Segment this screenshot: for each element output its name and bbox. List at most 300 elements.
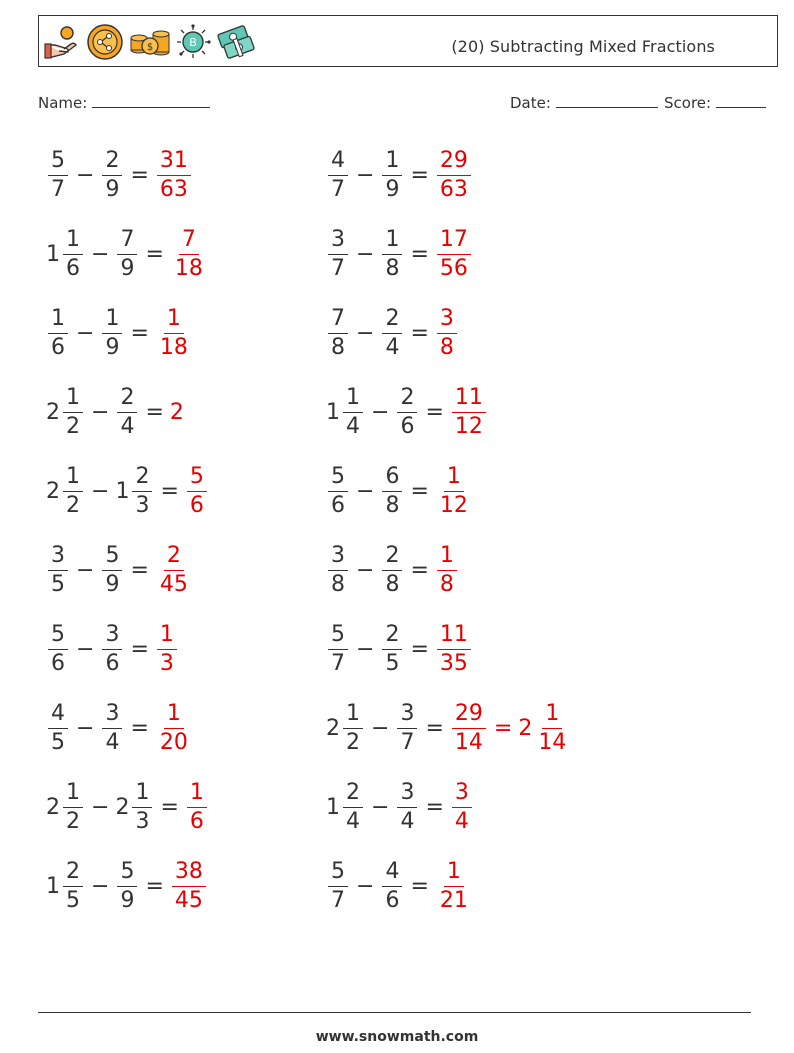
fraction xyxy=(382,147,402,202)
answer xyxy=(155,147,193,202)
numerator: 11 xyxy=(452,387,486,413)
whole-number: 1 xyxy=(115,478,130,504)
numerator: 2 xyxy=(382,308,402,334)
subtrahend xyxy=(395,384,419,439)
fraction xyxy=(102,542,122,597)
problem-5 xyxy=(46,459,209,523)
numerator: 3 xyxy=(328,545,348,571)
fraction xyxy=(157,305,191,360)
numerator: 1 xyxy=(437,545,457,571)
denominator: 4 xyxy=(120,413,135,439)
minus-sign: − xyxy=(356,241,375,267)
fraction xyxy=(382,226,402,281)
name-field xyxy=(38,93,210,112)
problem-9 xyxy=(46,775,209,839)
fraction xyxy=(117,384,137,439)
minuend xyxy=(46,226,85,281)
denominator: 5 xyxy=(51,571,65,597)
answer xyxy=(155,542,193,597)
whole-number: 1 xyxy=(46,241,60,267)
numerator: 5 xyxy=(328,624,348,650)
denominator: 6 xyxy=(51,650,65,676)
fraction xyxy=(382,542,402,597)
numerator: 1 xyxy=(343,387,363,413)
denominator: 9 xyxy=(385,176,400,202)
subtrahend xyxy=(380,226,404,281)
fraction xyxy=(328,305,348,360)
numerator: 29 xyxy=(452,703,486,729)
numerator: 3 xyxy=(328,229,348,255)
worksheet-title: (20) Subtracting Mixed Fractions xyxy=(451,37,715,56)
fraction xyxy=(382,858,402,913)
numerator: 38 xyxy=(172,861,206,887)
denominator: 35 xyxy=(439,650,468,676)
problem-20 xyxy=(326,854,473,918)
worksheet-header xyxy=(38,15,778,67)
fraction xyxy=(437,226,471,281)
footer-url: www.snowmath.com xyxy=(315,1029,479,1045)
whole-number: 1 xyxy=(326,794,340,820)
denominator: 5 xyxy=(66,887,80,913)
denominator: 4 xyxy=(400,808,415,834)
denominator: 7 xyxy=(331,176,345,202)
minuend xyxy=(326,226,350,281)
answer-mixed xyxy=(518,700,571,755)
denominator: 6 xyxy=(105,650,120,676)
fraction xyxy=(157,700,191,755)
denominator: 9 xyxy=(120,887,135,913)
minuend xyxy=(326,700,365,755)
problem-13 xyxy=(326,301,459,365)
fraction xyxy=(102,700,122,755)
denominator: 56 xyxy=(439,255,468,281)
subtrahend xyxy=(380,621,404,676)
answer xyxy=(450,700,571,755)
answer xyxy=(435,226,473,281)
fraction xyxy=(437,542,457,597)
fraction xyxy=(437,621,471,676)
score-field xyxy=(664,93,766,112)
fraction xyxy=(157,147,191,202)
denominator: 7 xyxy=(331,887,345,913)
denominator: 8 xyxy=(385,492,400,518)
subtrahend xyxy=(115,226,139,281)
numerator: 11 xyxy=(437,624,471,650)
denominator: 12 xyxy=(454,413,483,439)
answer-value xyxy=(170,858,208,913)
equals-sign: = xyxy=(130,715,149,741)
subtrahend xyxy=(115,463,154,518)
coin-icon xyxy=(85,22,125,62)
fraction xyxy=(102,147,122,202)
minus-sign: − xyxy=(371,794,390,820)
minuend xyxy=(326,621,350,676)
bitcoin-icon xyxy=(175,24,211,60)
denominator: 7 xyxy=(51,176,65,202)
equals-sign: = xyxy=(160,794,179,820)
denominator: 18 xyxy=(174,255,203,281)
problem-3 xyxy=(46,301,193,365)
equals-sign: = xyxy=(130,636,149,662)
whole-number: 2 xyxy=(46,399,60,425)
numerator: 1 xyxy=(444,466,464,492)
problem-2 xyxy=(46,222,208,286)
name-label: Name: xyxy=(38,94,88,112)
answer xyxy=(450,384,488,439)
answer-value xyxy=(435,542,459,597)
fraction xyxy=(382,305,402,360)
answer xyxy=(170,226,208,281)
denominator: 63 xyxy=(439,176,468,202)
denominator: 4 xyxy=(105,729,120,755)
minuend xyxy=(46,779,85,834)
minus-sign: − xyxy=(356,320,375,346)
fraction xyxy=(328,147,348,202)
numerator: 3 xyxy=(102,624,122,650)
fraction xyxy=(63,858,83,913)
problem-16 xyxy=(326,538,459,602)
equals-sign: = xyxy=(145,399,164,425)
equals-sign: = xyxy=(410,557,429,583)
answer-value xyxy=(170,400,185,425)
footer-divider xyxy=(38,1012,751,1013)
subtrahend xyxy=(380,305,404,360)
subtrahend xyxy=(100,147,124,202)
numerator: 4 xyxy=(328,150,348,176)
denominator: 7 xyxy=(400,729,415,755)
numerator: 2 xyxy=(343,782,363,808)
fraction xyxy=(397,384,417,439)
money-bills-icon xyxy=(215,23,257,61)
fraction xyxy=(117,858,137,913)
problem-10 xyxy=(46,854,208,918)
numerator: 7 xyxy=(117,229,137,255)
answer-value xyxy=(435,858,473,913)
minuend xyxy=(46,700,70,755)
minus-sign: − xyxy=(76,636,95,662)
denominator: 9 xyxy=(105,334,120,360)
subtrahend xyxy=(100,700,124,755)
numerator: 2 xyxy=(382,545,402,571)
equals-sign: = xyxy=(425,399,444,425)
minus-sign: − xyxy=(91,794,110,820)
minus-sign: − xyxy=(76,162,95,188)
answer xyxy=(450,779,474,834)
minus-sign: − xyxy=(91,399,110,425)
fraction xyxy=(328,621,348,676)
answer-value xyxy=(155,542,193,597)
answer xyxy=(435,621,473,676)
answer xyxy=(435,147,473,202)
denominator: 6 xyxy=(51,334,65,360)
denominator: 9 xyxy=(105,176,120,202)
denominator: 5 xyxy=(51,729,65,755)
equals-sign: = xyxy=(410,320,429,346)
numerator: 3 xyxy=(452,782,472,808)
fraction xyxy=(397,700,417,755)
numerator: 1 xyxy=(164,308,184,334)
fraction xyxy=(452,700,486,755)
denominator: 12 xyxy=(439,492,468,518)
denominator: 9 xyxy=(120,255,135,281)
numerator: 1 xyxy=(343,703,363,729)
whole-number: 1 xyxy=(46,873,60,899)
numerator: 1 xyxy=(63,782,83,808)
fraction xyxy=(63,384,83,439)
subtrahend xyxy=(395,700,419,755)
problem-17 xyxy=(326,617,473,681)
fraction xyxy=(102,621,122,676)
numerator: 5 xyxy=(328,861,348,887)
minus-sign: − xyxy=(356,162,375,188)
subtrahend xyxy=(380,147,404,202)
minuend xyxy=(46,621,70,676)
problem-6 xyxy=(46,538,193,602)
equals-sign: = xyxy=(145,873,164,899)
answer-value xyxy=(185,779,209,834)
minus-sign: − xyxy=(76,715,95,741)
equals-sign: = xyxy=(493,715,513,741)
minuend xyxy=(326,384,365,439)
answer xyxy=(170,858,208,913)
equals-sign: = xyxy=(410,162,429,188)
whole-number: 2 xyxy=(46,794,60,820)
fraction xyxy=(48,147,68,202)
minuend xyxy=(326,779,365,834)
minuend xyxy=(326,542,350,597)
answer-value xyxy=(435,621,473,676)
problem-1 xyxy=(46,143,193,207)
answer-value xyxy=(435,226,473,281)
minus-sign: − xyxy=(91,241,110,267)
equals-sign: = xyxy=(410,873,429,899)
numerator: 3 xyxy=(397,703,417,729)
minuend xyxy=(46,463,85,518)
fraction xyxy=(172,226,206,281)
answer xyxy=(435,305,459,360)
date-blank[interactable] xyxy=(556,93,658,108)
svg-text:$: $ xyxy=(146,42,154,53)
fraction xyxy=(48,305,68,360)
fraction xyxy=(157,542,191,597)
fraction xyxy=(328,542,348,597)
problem-12 xyxy=(326,222,473,286)
minuend xyxy=(326,147,350,202)
date-label: Date: xyxy=(510,94,551,112)
denominator: 21 xyxy=(439,887,468,913)
numerator: 29 xyxy=(437,150,471,176)
score-blank[interactable] xyxy=(716,93,766,108)
fraction xyxy=(343,700,363,755)
minus-sign: − xyxy=(76,320,95,346)
fraction xyxy=(328,463,348,518)
fraction xyxy=(437,858,471,913)
numerator: 17 xyxy=(437,229,471,255)
equals-sign: = xyxy=(425,794,444,820)
numerator: 1 xyxy=(187,782,207,808)
name-blank[interactable] xyxy=(92,93,210,108)
denominator: 6 xyxy=(385,887,400,913)
denominator: 8 xyxy=(385,255,400,281)
equals-sign: = xyxy=(130,320,149,346)
numerator: 1 xyxy=(102,308,122,334)
denominator: 4 xyxy=(385,334,400,360)
denominator: 7 xyxy=(331,650,345,676)
denominator: 9 xyxy=(105,571,120,597)
numerator: 1 xyxy=(132,782,152,808)
numerator: 2 xyxy=(164,545,184,571)
fraction xyxy=(437,147,471,202)
subtrahend xyxy=(395,779,419,834)
fraction xyxy=(132,779,152,834)
fraction xyxy=(437,463,471,518)
equals-sign: = xyxy=(145,241,164,267)
problem-14 xyxy=(326,380,488,444)
numerator: 1 xyxy=(63,466,83,492)
denominator: 45 xyxy=(159,571,188,597)
numerator: 1 xyxy=(542,703,562,729)
problem-18 xyxy=(326,696,571,760)
answer xyxy=(155,621,179,676)
denominator: 4 xyxy=(346,413,360,439)
equals-sign: = xyxy=(410,478,429,504)
problem-7 xyxy=(46,617,179,681)
fraction xyxy=(172,858,206,913)
numerator: 5 xyxy=(48,624,68,650)
denominator: 6 xyxy=(189,808,204,834)
whole-number: 2 xyxy=(326,715,340,741)
answer xyxy=(185,463,209,518)
denominator: 6 xyxy=(66,255,80,281)
answer-value xyxy=(450,700,488,755)
problem-11 xyxy=(326,143,473,207)
whole-number: 2 xyxy=(46,478,60,504)
svg-text:B: B xyxy=(189,36,197,49)
numerator: 2 xyxy=(63,861,83,887)
minuend xyxy=(326,305,350,360)
numerator: 3 xyxy=(102,703,122,729)
subtrahend xyxy=(380,858,404,913)
numerator: 2 xyxy=(102,150,122,176)
minuend xyxy=(46,542,70,597)
numerator: 5 xyxy=(48,150,68,176)
minuend xyxy=(326,463,350,518)
fraction xyxy=(187,463,207,518)
problem-19 xyxy=(326,775,474,839)
equals-sign: = xyxy=(160,478,179,504)
minus-sign: − xyxy=(91,478,110,504)
denominator: 18 xyxy=(159,334,188,360)
fraction xyxy=(132,463,152,518)
minuend xyxy=(326,858,350,913)
denominator: 7 xyxy=(331,255,345,281)
minus-sign: − xyxy=(371,399,390,425)
answer-value xyxy=(170,226,208,281)
answer-value xyxy=(435,463,473,518)
denominator: 14 xyxy=(538,729,567,755)
subtrahend xyxy=(100,305,124,360)
denominator: 20 xyxy=(159,729,188,755)
minuend xyxy=(46,147,70,202)
denominator: 8 xyxy=(439,571,454,597)
numerator: 1 xyxy=(157,624,177,650)
equals-sign: = xyxy=(410,241,429,267)
fraction xyxy=(63,463,83,518)
numerator: 3 xyxy=(397,782,417,808)
numerator: 1 xyxy=(382,229,402,255)
numerator: 5 xyxy=(117,861,137,887)
numerator: 7 xyxy=(179,229,199,255)
denominator: 6 xyxy=(189,492,204,518)
answer-value xyxy=(155,700,193,755)
numerator: 3 xyxy=(437,308,457,334)
denominator: 5 xyxy=(385,650,400,676)
numerator: 5 xyxy=(328,466,348,492)
fraction xyxy=(343,384,363,439)
fraction xyxy=(117,226,137,281)
minuend xyxy=(46,384,85,439)
numerator: 1 xyxy=(382,150,402,176)
equals-sign: = xyxy=(130,162,149,188)
equals-sign: = xyxy=(410,636,429,662)
problem-4 xyxy=(46,380,185,444)
denominator: 3 xyxy=(135,492,150,518)
answer xyxy=(435,858,473,913)
fraction xyxy=(343,779,363,834)
denominator: 63 xyxy=(159,176,188,202)
numerator: 1 xyxy=(164,703,184,729)
fraction xyxy=(48,542,68,597)
answer-value xyxy=(435,305,459,360)
denominator: 45 xyxy=(174,887,203,913)
answer xyxy=(185,779,209,834)
numerator: 1 xyxy=(63,229,83,255)
minus-sign: − xyxy=(356,557,375,583)
minus-sign: − xyxy=(91,873,110,899)
numerator: 4 xyxy=(48,703,68,729)
fraction xyxy=(48,700,68,755)
fraction xyxy=(63,226,83,281)
denominator: 2 xyxy=(66,808,80,834)
minus-sign: − xyxy=(371,715,390,741)
numerator: 6 xyxy=(382,466,402,492)
numerator: 2 xyxy=(397,387,417,413)
numerator: 7 xyxy=(328,308,348,334)
numerator: 2 xyxy=(132,466,152,492)
answer xyxy=(435,542,459,597)
header-icons xyxy=(43,22,257,62)
answer xyxy=(435,463,473,518)
hand-coin-icon xyxy=(43,23,81,61)
fraction xyxy=(397,779,417,834)
denominator: 6 xyxy=(331,492,345,518)
answer-value xyxy=(185,463,209,518)
denominator: 8 xyxy=(385,571,400,597)
problem-8 xyxy=(46,696,193,760)
whole-number: 2 xyxy=(518,715,533,741)
denominator: 6 xyxy=(400,413,415,439)
whole-number: 1 xyxy=(326,399,340,425)
whole-number: 2 xyxy=(169,399,184,425)
answer-value xyxy=(155,621,179,676)
denominator: 8 xyxy=(439,334,454,360)
answer xyxy=(155,305,193,360)
minuend xyxy=(46,305,70,360)
coin-stack-icon xyxy=(129,24,171,60)
fraction xyxy=(437,305,457,360)
fraction xyxy=(187,779,207,834)
numerator: 2 xyxy=(382,624,402,650)
